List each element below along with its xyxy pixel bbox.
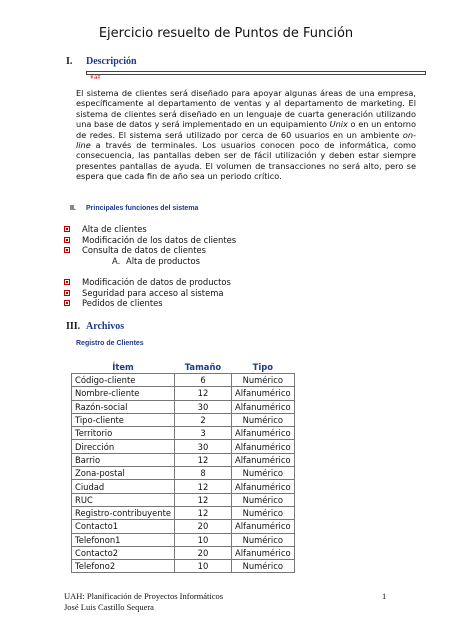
cell-item: Nombre-cliente xyxy=(72,387,175,400)
cell-item: Territorio xyxy=(72,427,175,440)
cell-tamano: 20 xyxy=(175,520,232,533)
list-item xyxy=(64,298,231,309)
cell-tipo: Numérico xyxy=(232,413,295,426)
functions-list-a xyxy=(64,224,236,256)
header-item: Ítem xyxy=(112,362,134,372)
bullet-box-icon xyxy=(64,226,70,232)
para-em-unix: Unix xyxy=(329,119,348,130)
list-item xyxy=(64,235,236,246)
cell-tipo: Alfanumérico xyxy=(232,520,295,533)
footer-course: UAH: Planificación de Proyectos Informáticos xyxy=(64,591,224,601)
bullet-box-icon xyxy=(64,300,70,306)
registro-table xyxy=(71,361,295,573)
para-text-3: a través de terminales. Los usuarios conocen poco de informática, como consecuencia, las pantallas deben ser de fácil utilización y deben estar siempre presentes pantallas de ayuda. El volumen de transacciones no será alto, pero se espera que cada fin de año sea un periodo crítico. xyxy=(76,140,416,182)
cell-tipo: Numérico xyxy=(232,493,295,506)
sub-list-item xyxy=(112,256,200,266)
cell-item: Telefonon1 xyxy=(72,533,175,546)
table-row xyxy=(72,440,295,453)
functions-list-b xyxy=(64,277,231,309)
section-heading-archivos xyxy=(66,321,124,332)
para-text-2: o en un entorno de redes. El sistema será utilizado por cerca de 60 usuarios en un ambiente xyxy=(76,119,417,140)
cell-tipo: Alfanumérico xyxy=(232,440,295,453)
cell-tipo: Alfanumérico xyxy=(232,387,295,400)
list-item-label: Modificación de datos de productos xyxy=(82,277,231,287)
cell-tamano: 12 xyxy=(175,506,232,519)
list-item-label: Consulta de datos de clientes xyxy=(82,245,207,256)
table-row xyxy=(72,387,295,400)
cell-tipo: Alfanumérico xyxy=(232,480,295,493)
cell-tipo: Numérico xyxy=(232,533,295,546)
table-header-row xyxy=(72,361,295,374)
table-row xyxy=(72,546,295,559)
cell-tipo: Numérico xyxy=(232,560,295,573)
section-heading-funciones xyxy=(70,205,198,212)
footer xyxy=(64,591,223,612)
cell-tamano: 20 xyxy=(175,546,232,559)
cell-item: Telefono2 xyxy=(72,560,175,573)
list-item xyxy=(64,277,231,288)
cell-tamano: 2 xyxy=(175,413,232,426)
table-row xyxy=(72,520,295,533)
cell-tamano: 30 xyxy=(175,400,232,413)
cell-item: Zona-postal xyxy=(72,467,175,480)
cell-item: Ciudad xyxy=(72,480,175,493)
registro-title: Registro de Clientes xyxy=(76,340,144,347)
list-item-label: Modificación de los datos de clientes xyxy=(82,234,237,245)
header-tipo: Tipo xyxy=(252,362,273,372)
table-row xyxy=(72,533,295,546)
cell-tipo: Numérico xyxy=(232,467,295,480)
sub-item-number: A. xyxy=(112,256,121,266)
divider-glyph: ¥a‡ xyxy=(90,74,101,81)
cell-item: Barrio xyxy=(72,453,175,466)
cell-item: Contacto2 xyxy=(72,546,175,559)
section-label: Descripción xyxy=(86,56,137,67)
section-label: Archivos xyxy=(86,321,125,332)
page-title: Ejercicio resuelto de Puntos de Función xyxy=(98,26,354,41)
cell-tamano: 3 xyxy=(175,427,232,440)
cell-tamano: 12 xyxy=(175,387,232,400)
cell-tipo: Alfanumérico xyxy=(232,427,295,440)
table-row xyxy=(72,506,295,519)
table-row xyxy=(72,467,295,480)
list-item xyxy=(64,288,231,299)
bullet-box-icon xyxy=(64,247,70,253)
para-em-online: on-line xyxy=(76,129,416,151)
bullet-box-icon xyxy=(64,237,70,243)
cell-item: Tipo-cliente xyxy=(72,413,175,426)
section-label: Principales funciones del sistema xyxy=(86,205,199,212)
cell-tamano: 10 xyxy=(175,560,232,573)
cell-tamano: 12 xyxy=(175,493,232,506)
cell-item: Dirección xyxy=(72,440,175,453)
cell-tipo: Numérico xyxy=(232,506,295,519)
cell-tipo: Numérico xyxy=(232,374,295,387)
cell-tamano: 10 xyxy=(175,533,232,546)
table-row xyxy=(72,427,295,440)
cell-item: RUC xyxy=(72,493,175,506)
para-text-1: El sistema de clientes será diseñado para apoyar algunas áreas de una empresa, específicamente al departamento de ventas y al departamento de marketing. El sistema de clientes será diseñado en un lenguaje de cuarta generación utilizando una base de datos y será implementado en un equipamiento xyxy=(76,88,416,130)
cell-item: Código-cliente xyxy=(72,374,175,387)
list-item-label: Alta de clientes xyxy=(82,224,147,234)
table-row xyxy=(72,400,295,413)
list-item xyxy=(64,224,236,235)
cell-tipo: Alfanumérico xyxy=(232,400,295,413)
bullet-box-icon xyxy=(64,279,70,285)
cell-tamano: 6 xyxy=(175,374,232,387)
header-tamano: Tamaño xyxy=(184,362,222,372)
table-row xyxy=(72,560,295,573)
cell-item: Contacto1 xyxy=(72,520,175,533)
section-number: I. xyxy=(66,56,73,67)
table-row xyxy=(72,480,295,493)
sub-item-label: Alta de productos xyxy=(126,256,200,266)
cell-tamano: 8 xyxy=(175,467,232,480)
page-number: 1 xyxy=(382,591,387,601)
section-number: III. xyxy=(66,321,81,332)
bullet-box-icon xyxy=(64,290,70,296)
description-paragraph xyxy=(76,88,416,182)
table-row xyxy=(72,453,295,466)
cell-tipo: Alfanumérico xyxy=(232,453,295,466)
section-number: II. xyxy=(70,205,76,212)
cell-item: Registro-contribuyente xyxy=(72,506,175,519)
divider-bar xyxy=(86,71,426,75)
table-row xyxy=(72,374,295,387)
list-item xyxy=(64,245,236,256)
cell-tamano: 12 xyxy=(175,453,232,466)
cell-item: Razón-social xyxy=(72,400,175,413)
table-row xyxy=(72,413,295,426)
footer-author: José Luis Castillo Sequera xyxy=(64,601,154,612)
table-row xyxy=(72,493,295,506)
cell-tipo: Alfanumérico xyxy=(232,546,295,559)
list-item-label: Seguridad para acceso al sistema xyxy=(82,287,224,298)
list-item-label: Pedidos de clientes xyxy=(82,298,163,309)
section-heading-descripcion xyxy=(66,56,137,67)
cell-tamano: 12 xyxy=(175,480,232,493)
cell-tamano: 30 xyxy=(175,440,232,453)
